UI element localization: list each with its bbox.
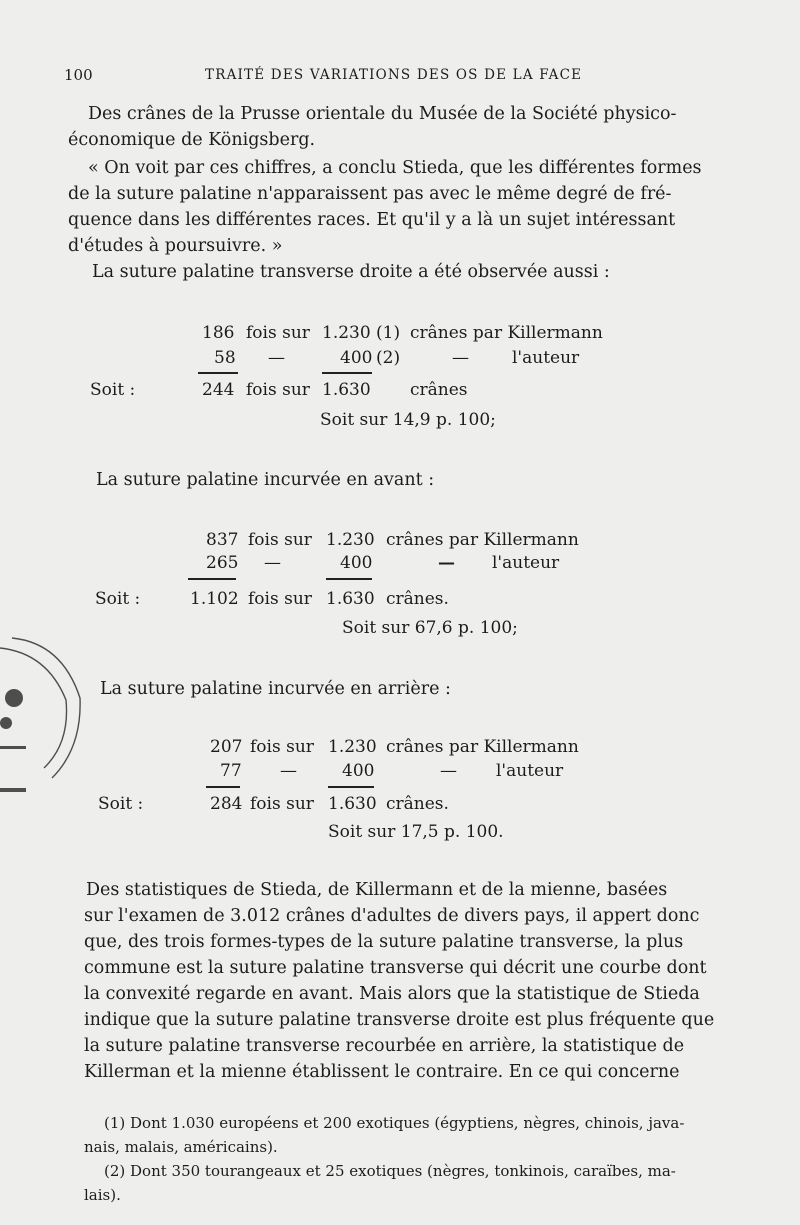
t1-count-2: 58 (214, 348, 236, 368)
intro-line-1: Des crânes de la Prusse orientale du Musée de la Société physico- (88, 104, 677, 124)
running-title: TRAITÉ DES VARIATIONS DES OS DE LA FACE (205, 67, 583, 83)
t2-soit-label: Soit : (95, 589, 141, 609)
t2-sum-total: 1.630 (326, 589, 375, 609)
conclusion-line-8: Killerman et la mienne établissent le contraire. En ce qui concerne (84, 1062, 680, 1082)
footnote-2-line-1: (2) Dont 350 tourangeaux et 25 exotiques (nègres, tonkinois, caraïbes, ma- (104, 1162, 676, 1180)
t1-soit-label: Soit : (90, 380, 136, 400)
footnote-1-line-2: nais, malais, américains). (84, 1138, 278, 1156)
t3-sum-source: crânes. (386, 794, 449, 814)
t1-sum-total: 1.630 (322, 380, 371, 400)
t3-source-2: l'auteur (496, 761, 564, 781)
t3-count: 207 (210, 737, 243, 757)
t3-dash-2: — (440, 761, 457, 781)
library-stamp (0, 628, 92, 798)
t2-count-2: 265 (206, 553, 239, 573)
t3-sum: 284 (210, 794, 243, 814)
t1-note-2: (2) (376, 348, 401, 368)
t3-count-2: 77 (220, 761, 242, 781)
conclusion-line-5: la convexité regarde en avant. Mais alors que la statistique de Stieda (84, 984, 700, 1004)
t1-sum: 244 (202, 380, 235, 400)
page-number: 100 (64, 66, 93, 84)
t2-dash-2: — (438, 553, 455, 573)
t1-source-2: l'auteur (512, 348, 580, 368)
t3-dash-1: — (280, 761, 297, 781)
t1-sum-rule-2 (322, 372, 372, 374)
intro-line-4: de la suture palatine n'apparaissent pas avec le même degré de fré- (68, 184, 672, 204)
conclusion-line-7: la suture palatine transverse recourbée en arrière, la statistique de (84, 1036, 685, 1056)
t1-dash-1: — (268, 348, 285, 368)
t2-source: crânes par Killermann (386, 530, 579, 550)
intro-line-7: La suture palatine transverse droite a été observée aussi : (92, 262, 610, 282)
t2-total: 1.230 (326, 530, 375, 550)
t2-sum-fois: fois sur (248, 589, 312, 609)
intro-line-6: d'études à poursuivre. » (68, 236, 283, 256)
t3-sum-fois: fois sur (250, 794, 314, 814)
t2-fois: fois sur (248, 530, 312, 550)
footnote-1-line-1: (1) Dont 1.030 européens et 200 exotiques (égyptiens, nègres, chinois, java- (104, 1114, 685, 1132)
t2-count: 837 (206, 530, 239, 550)
t1-source: crânes par Killermann (410, 323, 603, 343)
t3-soit-label: Soit : (98, 794, 144, 814)
intro-line-3: « On voit par ces chiffres, a conclu Stieda, que les différentes formes (88, 158, 702, 178)
t1-sum-fois: fois sur (246, 380, 310, 400)
t1-total-2: 400 (340, 348, 373, 368)
conclusion-line-4: commune est la suture palatine transverse qui décrit une courbe dont (84, 958, 707, 978)
intro-line-5: quence dans les différentes races. Et qu'il y a là un sujet intéressant (68, 210, 676, 230)
t2-sum: 1.102 (190, 589, 239, 609)
conclusion-line-3: que, des trois formes-types de la suture palatine transverse, la plus (84, 932, 684, 952)
conclusion-line-6: indique que la suture palatine transverse droite est plus fréquente que (84, 1010, 715, 1030)
t2-percentage: Soit sur 67,6 p. 100; (342, 618, 518, 638)
footnote-2-line-2: lais). (84, 1186, 121, 1204)
t3-source: crânes par Killermann (386, 737, 579, 757)
t1-dash-2: — (452, 348, 469, 368)
t2-sum-rule-1 (188, 578, 236, 580)
t3-percentage: Soit sur 17,5 p. 100. (328, 822, 504, 842)
intro-line-2: économique de Königsberg. (68, 130, 316, 150)
t3-heading: La suture palatine incurvée en arrière : (100, 679, 451, 699)
t3-total-2: 400 (342, 761, 375, 781)
t2-sum-source: crânes. (386, 589, 449, 609)
t2-dash-1: — (264, 553, 281, 573)
t1-sum-rule-1 (198, 372, 238, 374)
t2-total-2: 400 (340, 553, 373, 573)
conclusion-line-2: sur l'examen de 3.012 crânes d'adultes de divers pays, il appert donc (84, 906, 700, 926)
t3-sum-rule-1 (206, 786, 240, 788)
t1-total: 1.230 (322, 323, 371, 343)
t1-sum-source: crânes (410, 380, 468, 400)
t3-sum-rule-2 (328, 786, 374, 788)
t2-source-2: l'auteur (492, 553, 560, 573)
t1-count: 186 (202, 323, 235, 343)
t3-fois: fois sur (250, 737, 314, 757)
t1-percentage: Soit sur 14,9 p. 100; (320, 410, 496, 430)
t1-fois: fois sur (246, 323, 310, 343)
t2-heading: La suture palatine incurvée en avant : (96, 470, 435, 490)
t1-note: (1) (376, 323, 401, 343)
t3-sum-total: 1.630 (328, 794, 377, 814)
t2-sum-rule-2 (326, 578, 372, 580)
t3-total: 1.230 (328, 737, 377, 757)
conclusion-line-1: Des statistiques de Stieda, de Killermann et de la mienne, basées (86, 880, 668, 900)
